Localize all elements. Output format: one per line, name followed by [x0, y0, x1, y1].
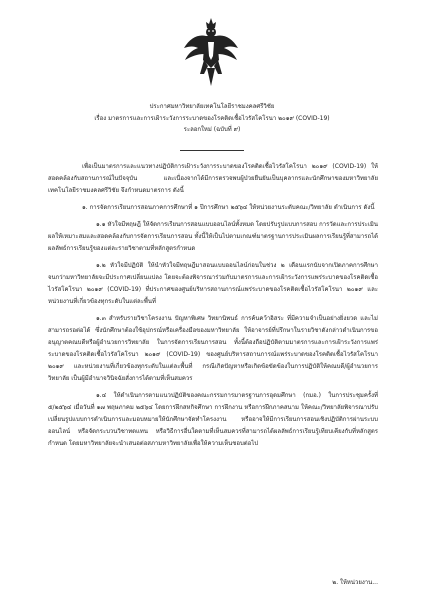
garuda-emblem: [180, 16, 242, 90]
section-1-heading: ๑. การจัดการเรียนการสอนภาคการศึกษาที่ ๑ ปีการศึกษา ๒๕๖๔ ให้หน่วยงานระดับคณะ/วิทยาลัย ดำเนินการ ดังนี้: [82, 204, 375, 211]
announcement-header: [60, 101, 364, 136]
header-divider: [180, 150, 244, 151]
continuation-note: ๒. ให้หน่วยงาน...: [332, 579, 378, 586]
clause-1-3: ๑.๓ สำหรับรายวิชาโครงงาน ปัญหาพิเศษ วิทยานิพนธ์ การค้นคว้าอิสระ ที่มีความจำเป็นอย่างยิ่งยวด และไม่สามารถรอต่อได้ ซึ่งนักศึกษาต้องใช้อุปกรณ์หรือเครื่องมือของมหาวิทยาลัย ให้อาจารย์ที่ปรึกษาในรายวิชาดังกล่าวดำเนินการขออนุญาตคณบดีหรือผู้อำนวยการวิทยาลัย ในการจัดการเรียนการสอน ทั้งนี้ต้องถือปฏิบัติตามมาตรการและการเฝ้าระวังการแพร่ระบาดของโรคติดเชื้อไวรัสโคโรนา ๒๐๑๙ (COVID-19) ของศูนย์บริหารสถานการณ์แพร่ระบาดของโรคติดเชื้อไวรัสโคโรนา ๒๐๑๙ และหน่วยงานที่เกี่ยวข้องทุกระดับในแต่ละพื้นที่ กรณีเกิดปัญหาหรือเกิดข้อขัดข้องในการปฏิบัติให้คณบดี/ผู้อำนวยการวิทยาลัย เป็นผู้มีอำนาจวินิจฉัยสั่งการได้ตามที่เห็นสมควร: [48, 315, 378, 382]
clause-1-2: ๑.๒ หัวใจมีปฏิบัติ ให้นำหัวใจมีทฤษฎีมาสอนแบบออนไลน์ก่อนในช่วง ๒ เดือนแรกนับจากเปิดภาคการศึกษา จนกว่ามหาวิทยาลัยจะมีประกาศเปลี่ยนแปลง โดยจะต้องพิจารณาร่วมกับมาตรการและการเฝ้าระวังการแพร่ระบาดของโรคติดเชื้อไวรัสโคโรนา ๒๐๑๙ (COVID-19) ที่ประกาศของศูนย์บริหารสถานการณ์แพร่ระบาดของโรคติดเชื้อไวรัสโคโรนา ๒๐๑๙ และหน่วยงานที่เกี่ยวข้องทุกระดับในแต่ละพื้นที่: [48, 262, 378, 305]
announcement-body: [48, 161, 378, 455]
clause-1-4: ๑.๔ ให้ดำเนินการตามแนวปฏิบัติของคณะกรรมการมาตรฐานการอุดมศึกษา (กมอ.) ในการประชุมครั้งที่ ๕/๒๕๖๔ เมื่อวันที่ ๑๗ พฤษภาคม ๒๕๖๔ โดยการฝึกสหกิจศึกษา การฝึกงาน หรือการฝึกภาคสนาม ให้คณะ/วิทยาลัยพิจารณาปรับเปลี่ยนรูปแบบการดำเนินการและมอบหมายให้นักศึกษาจัดทำโครงงาน หรืออาจให้มีการเรียนการสอนเชิงปฏิบัติการผ่านระบบออนไลน์ หรือจัดกระบวนวิชาทดแทน หรือวิธีการอื่นใดตามที่เห็นสมควรที่สามารถได้ผลลัพธ์การเรียนรู้เทียบเคียงกับที่หลักสูตรกำหนด โดยมหาวิทยาลัยจะนำเสนอต่อสภามหาวิทยาลัยเพื่อให้ความเห็นชอบต่อไป: [48, 392, 378, 447]
issuer-line: ประกาศมหาวิทยาลัยเทคโนโลยีราชมงคลศรีวิชัย: [149, 103, 275, 110]
issue-number-line: ระลอกใหม่ (ฉบับที่ ๙): [183, 126, 241, 133]
intro-paragraph: เพื่อเป็นมาตรการและแนวทางปฏิบัติการเฝ้าระวังการระบาดของโรคติดเชื้อไวรัสโคโรนา ๒๐๑๙ (COVID-19) ให้สอดคล้องกับสถานการณ์ในปัจจุบัน และเนื่องจากได้มีการตรวจพบผู้ป่วยยืนยันเป็นบุคลากรและนักศึกษาของมหาวิทยาลัยเทคโนโลยีราชมงคลศรีวิชัย จึงกำหนดมาตรการ ดังนี้: [48, 163, 378, 194]
clause-1-1: ๑.๑ หัวใจมีทฤษฎี ให้จัดการเรียนการสอนแบบออนไลน์ทั้งหมด โดยปรับรูปแบบการสอบ การวัดและการประเมินผลให้เหมาะสมและสอดคล้องกับการจัดการเรียนการสอน ทั้งนี้ให้เป็นไปตามเกณฑ์มาตรฐานการประเมินผลการเรียนรู้ที่สามารถได้ผลลัพธ์การเรียนรู้ของแต่ละรายวิชาตามที่หลักสูตรกำหนด: [48, 221, 378, 252]
subject-line: เรื่อง มาตรการและการเฝ้าระวังการระบาดของโรคติดเชื้อไวรัสโคโรนา ๒๐๑๙ (COVID-19): [94, 114, 330, 122]
